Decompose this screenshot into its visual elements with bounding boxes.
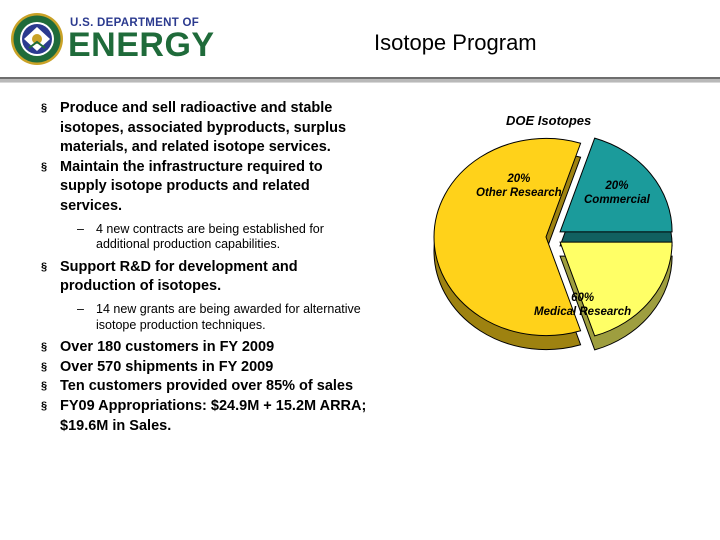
bullet-item <box>38 158 368 217</box>
bullet-text: FY09 Appropriations: $24.9M + 15.2M ARRA; $19.6M in Sales. <box>60 397 367 434</box>
slice-pct-commercial: 20% <box>605 180 629 192</box>
sub-bullet-marker: – <box>77 301 84 316</box>
bullet-marker: § <box>41 341 48 354</box>
slice-name-commercial: Commercial <box>584 193 650 206</box>
bullet-item <box>38 258 368 297</box>
bullet-text: Maintain the infrastructure required to supply isotope products and related services. <box>60 158 323 214</box>
sub-bullet-item <box>38 222 368 253</box>
slide-title: Isotope Program <box>374 30 537 55</box>
sub-bullet-text: 14 new grants are being awarded for alternative isotope production techniques. <box>96 301 361 332</box>
bullet-text: Over 570 shipments in FY 2009 <box>60 358 274 375</box>
sub-bullet-text: 4 new contracts are being established for additional production capabilities. <box>96 221 324 252</box>
bullet-text: Ten customers provided over 85% of sales <box>60 378 354 395</box>
isotope-pie-chart <box>430 105 710 350</box>
bullet-marker: § <box>41 102 48 114</box>
sub-bullet-item <box>38 302 368 333</box>
slice-pct-medical-research: 60% <box>571 292 595 304</box>
slice-pct-other-research: 20% <box>507 173 531 185</box>
header-divider <box>0 77 720 83</box>
bullet-item <box>38 99 368 158</box>
logo-energy-text: ENERGY <box>68 26 215 64</box>
bullet-item <box>38 358 368 378</box>
bullet-marker: § <box>41 260 48 273</box>
slice-name-medical-research: Medical Research <box>534 305 632 318</box>
bullet-text: Produce and sell radioactive and stable isotopes, associated byproducts, surplus materials, and related isotope services. <box>60 100 347 156</box>
doe-logo <box>10 12 220 68</box>
doe-seal-icon <box>10 12 64 66</box>
slice-name-other-research: Other Research <box>476 186 562 199</box>
chart-title: DOE Isotopes <box>506 113 592 128</box>
bullet-marker: § <box>41 380 48 393</box>
slice-label-other-research <box>476 173 562 200</box>
bullet-marker: § <box>41 399 48 412</box>
bullet-marker: § <box>41 160 48 173</box>
slice-label-medical-research <box>534 292 631 319</box>
sub-bullet-marker: – <box>77 221 84 236</box>
bullet-text: Support R&D for development and production of isotopes. <box>60 258 298 295</box>
bullet-item <box>38 338 368 358</box>
bullet-list <box>38 99 368 436</box>
bullet-item <box>38 397 368 436</box>
logo-department-text: U.S. DEPARTMENT OF <box>70 17 200 29</box>
bullet-marker: § <box>41 360 48 373</box>
bullet-text: Over 180 customers in FY 2009 <box>60 339 275 356</box>
slice-label-commercial <box>584 180 650 207</box>
bullet-item <box>38 377 368 397</box>
